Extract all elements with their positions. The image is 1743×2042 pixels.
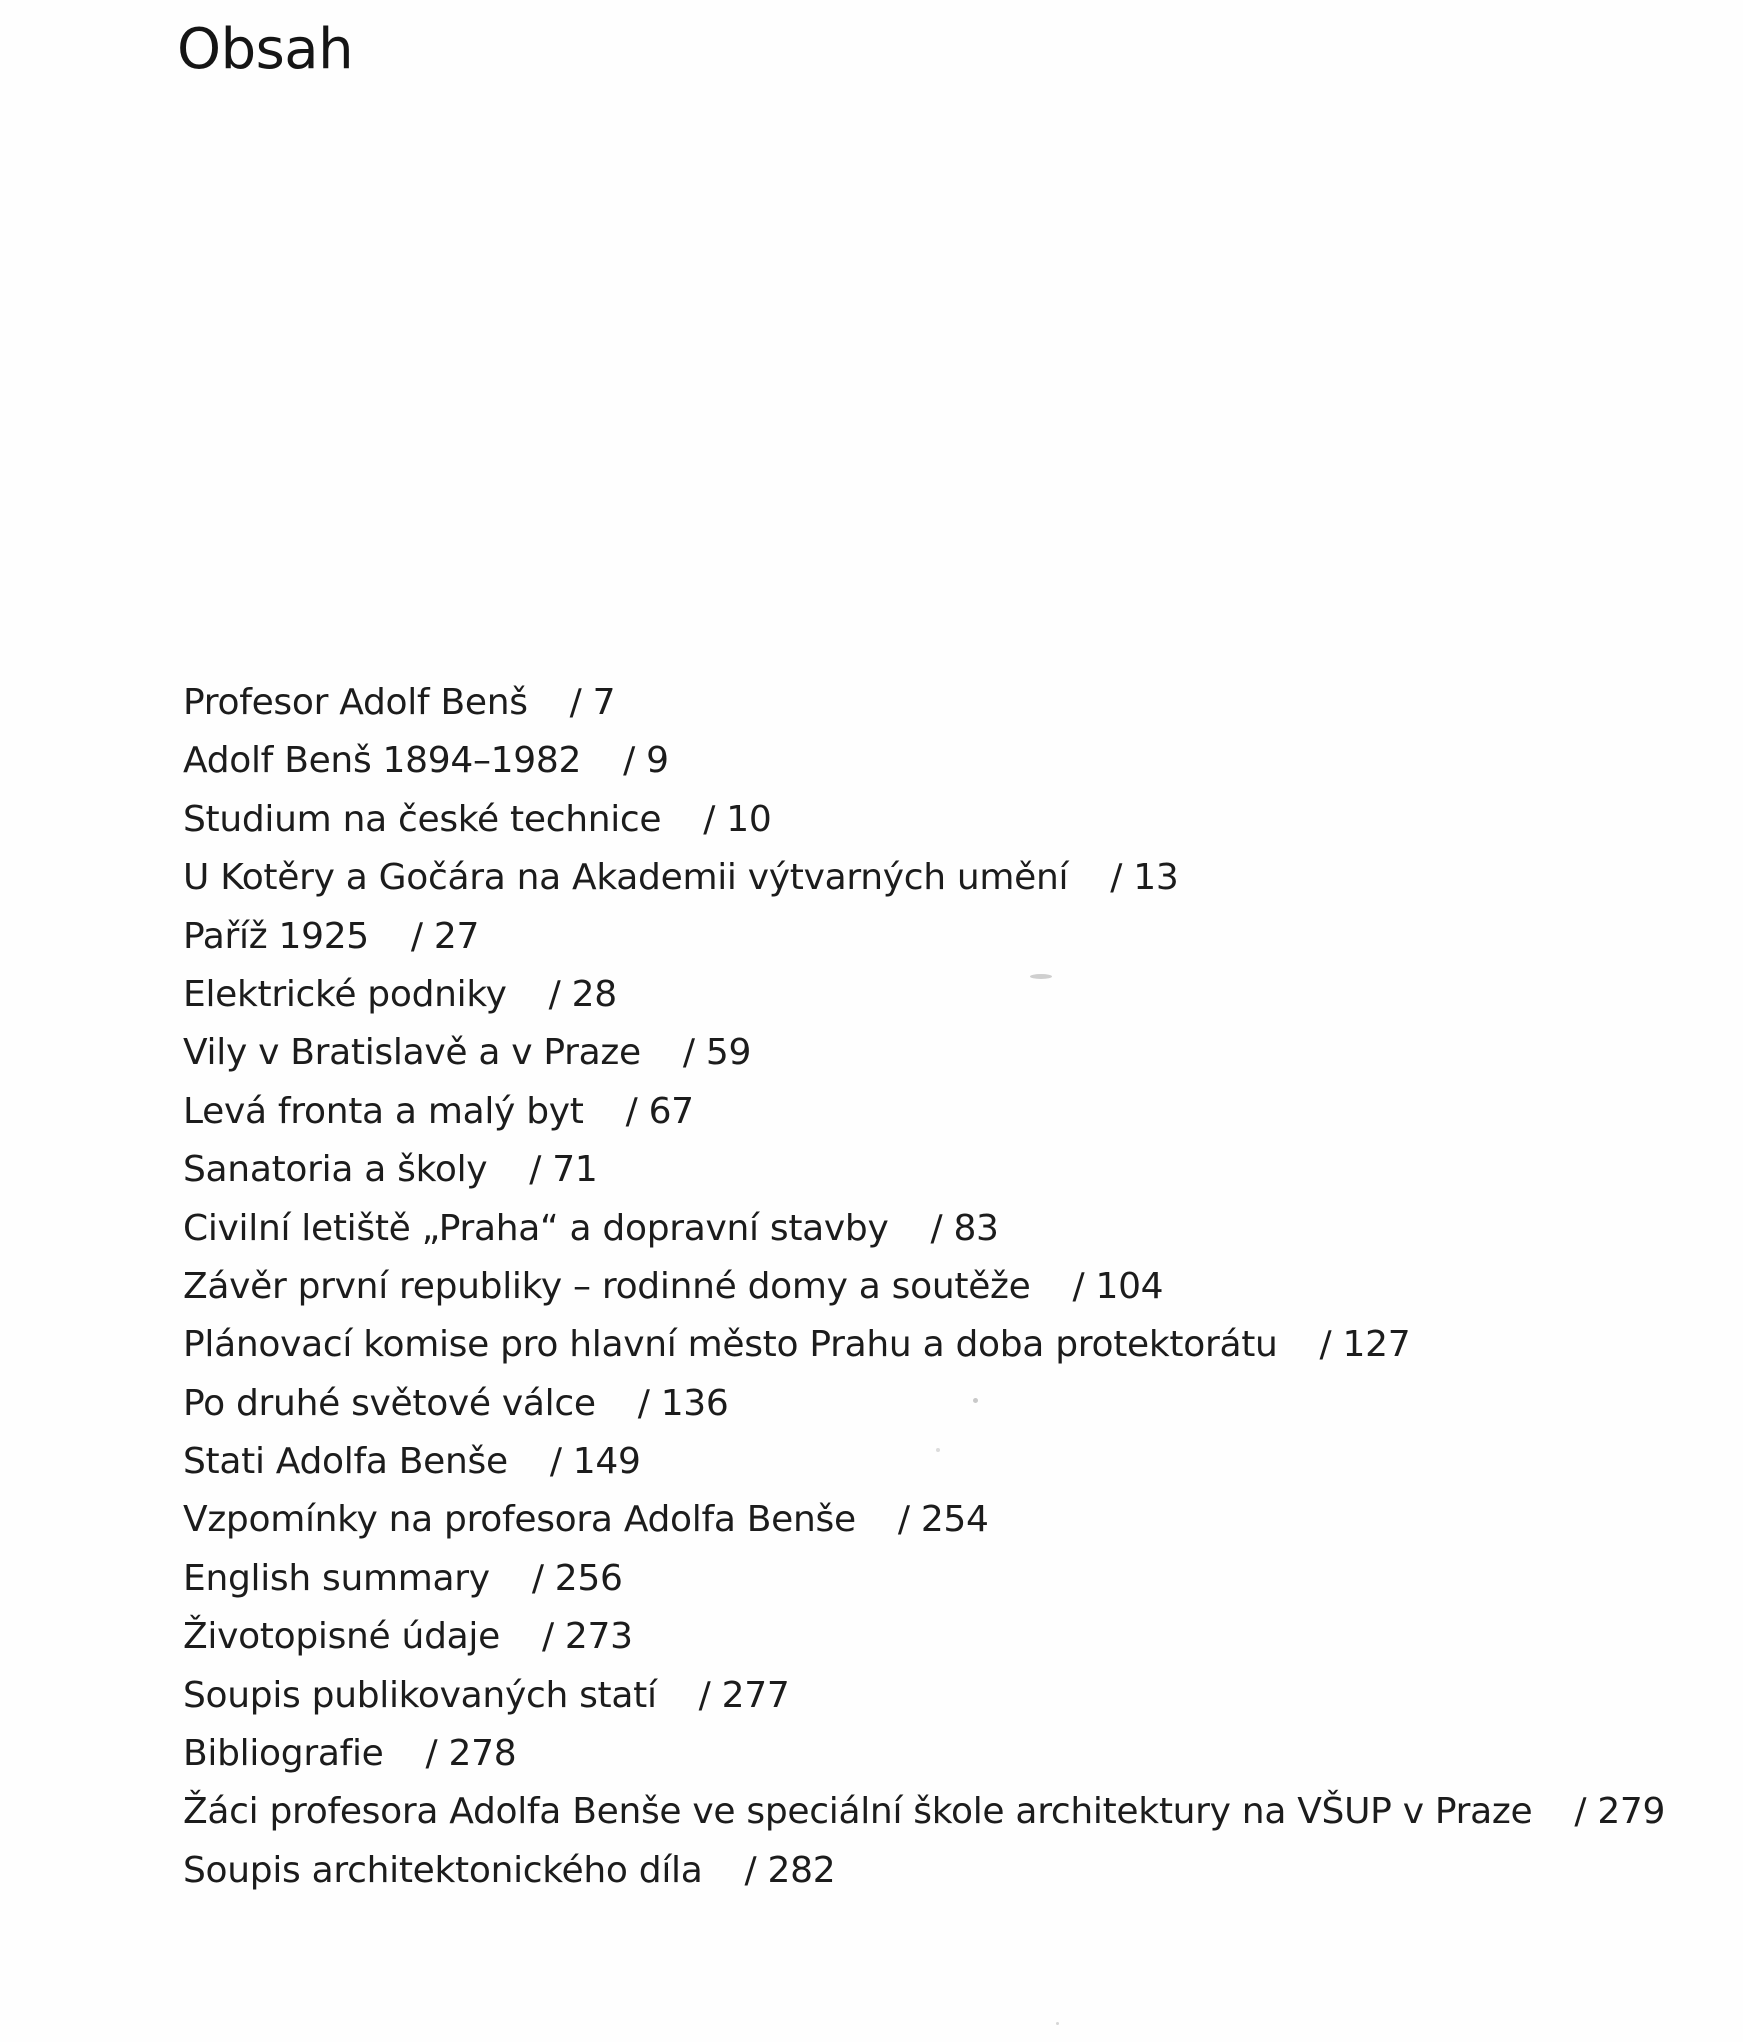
toc-entry-page: / 9 [623,740,669,782]
toc-entry [183,1554,1683,1612]
toc-entry-page: / 59 [682,1032,752,1074]
toc-entry [183,1145,1683,1203]
toc-entry-title: Levá fronta a malý byt [183,1090,584,1132]
toc-entry [183,1028,1683,1086]
toc-entry [183,678,1683,736]
toc-entry-title: Sanatoria a školy [183,1149,488,1191]
toc-entry-title: Životopisné údaje [183,1616,500,1658]
toc-entry [183,795,1683,853]
toc-entry-page: / 27 [410,915,480,957]
toc-entry-page: / 149 [549,1441,641,1483]
toc-entry-title: U Kotěry a Gočára na Akademii výtvarných umění [183,857,1069,899]
toc-entry-page: / 282 [744,1849,836,1891]
toc-entry [183,970,1683,1028]
toc-entry-page: / 71 [529,1149,598,1191]
toc-entry-title: Stati Adolfa Benše [183,1441,508,1483]
paper-speck [1056,2022,1059,2025]
paper-speck [936,1448,940,1452]
toc-entry [183,1846,1683,1904]
toc-entry-title: Elektrické podniky [183,973,507,1015]
toc-entry [183,1729,1683,1787]
toc-entry-title: Studium na české technice [183,798,662,840]
toc-entry-page: / 279 [1574,1791,1666,1833]
toc-entry-title: Adolf Benš 1894–1982 [183,740,582,782]
toc-entry-page: / 136 [637,1382,729,1424]
toc-entry-page: / 28 [548,973,617,1015]
toc-entry-page: / 254 [897,1499,989,1541]
toc-entry-title: Plánovací komise pro hlavní město Prahu a doba protektorátu [183,1324,1278,1366]
toc-entry [183,912,1683,970]
toc-entry-title: Bibliografie [183,1733,384,1775]
toc-entry-title: Soupis architektonického díla [183,1849,703,1891]
toc-entry-title: Civilní letiště „Praha“ a dopravní stavby [183,1207,889,1249]
page-title: Obsah [177,17,354,82]
paper-speck [1030,974,1052,979]
toc-entry-title: Soupis publikovaných statí [183,1674,657,1716]
toc-entry-page: / 13 [1110,857,1179,899]
table-of-contents [183,678,1683,1904]
toc-entry-page: / 278 [425,1733,517,1775]
toc-entry [183,1437,1683,1495]
toc-entry-page: / 83 [930,1207,999,1249]
toc-entry [183,1787,1683,1845]
toc-entry-page: / 67 [625,1090,694,1132]
toc-entry [183,853,1683,911]
toc-entry-title: Žáci profesora Adolfa Benše ve speciální škole architektury na VŠUP v Praze [183,1791,1533,1833]
toc-entry [183,1379,1683,1437]
toc-entry [183,1204,1683,1262]
toc-entry-title: Vzpomínky na profesora Adolfa Benše [183,1499,856,1541]
toc-entry-page: / 256 [531,1557,623,1599]
toc-entry-title: Vily v Bratislavě a v Praze [183,1032,641,1074]
toc-entry-page: / 104 [1072,1265,1164,1307]
toc-entry-page: / 10 [703,798,772,840]
toc-entry-title: Závěr první republiky – rodinné domy a soutěže [183,1265,1031,1307]
toc-entry-page: / 273 [541,1616,633,1658]
toc-entry-page: / 127 [1319,1324,1411,1366]
toc-entry-title: Profesor Adolf Benš [183,682,528,723]
toc-entry-page: / 7 [569,682,616,723]
toc-entry [183,1320,1683,1378]
toc-entry [183,736,1683,794]
toc-entry-page: / 277 [698,1674,790,1716]
toc-entry [183,1262,1683,1320]
toc-entry [183,1495,1683,1553]
toc-entry-title: Paříž 1925 [183,915,369,957]
toc-entry-title: Po druhé světové válce [183,1382,596,1424]
toc-entry [183,1087,1683,1145]
paper-speck [973,1398,978,1403]
toc-entry [183,1612,1683,1670]
toc-entry-title: English summary [183,1557,490,1599]
toc-entry [183,1671,1683,1729]
